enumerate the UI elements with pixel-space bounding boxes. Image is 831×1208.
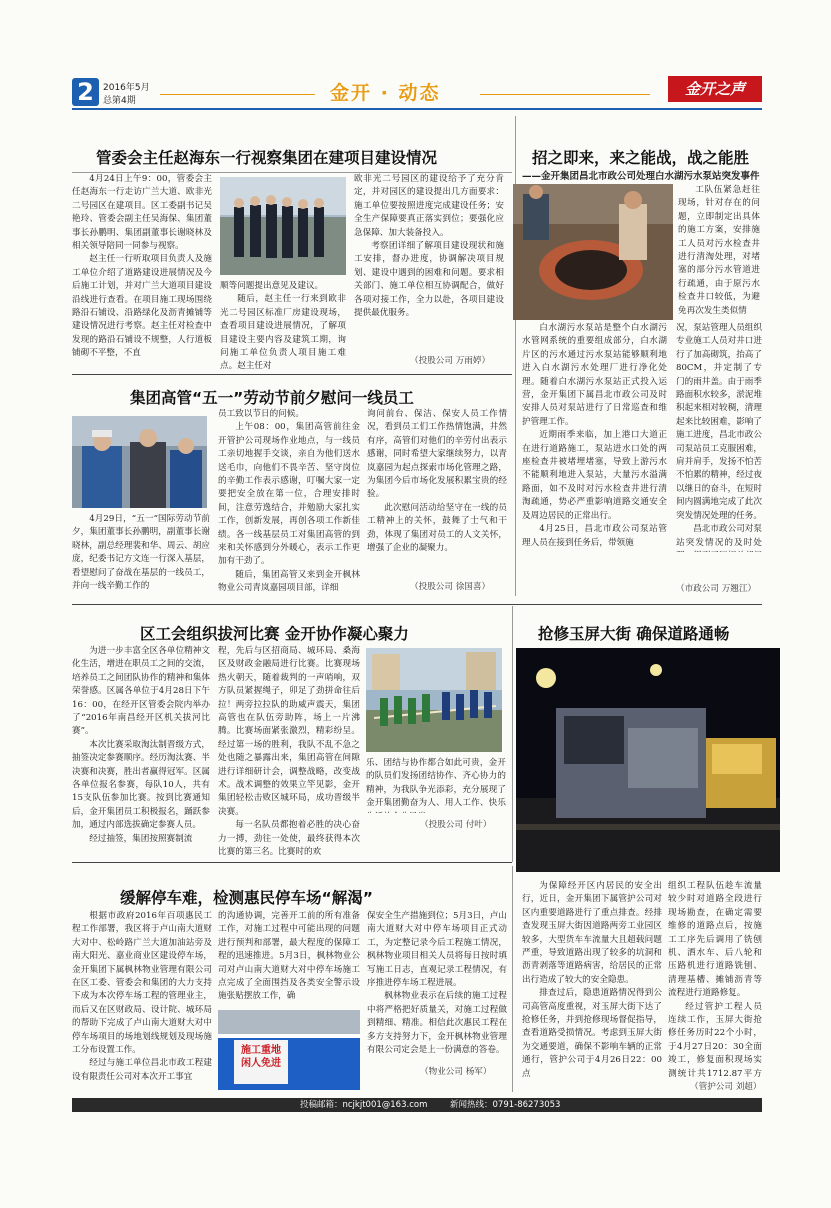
article-title: 区工会组织拔河比赛 金开协作凝心聚力 xyxy=(140,625,409,643)
paragraph: 昌北市政公司对泵站突发情况的及时处 xyxy=(676,524,762,548)
article-column xyxy=(676,322,762,552)
paragraph: 况，泵站管理人员组织专业施工人员对井口进行了加高砌筑，抬高了80CM，并定制了专门的雨井盖。由于雨季路面积水较多，淤泥堆积起来相对较稠，清理起来比较困难，影响了施工进度，昌北市政公司泵站员工克服困难，肩并肩手，发扬不怕苦不怕累的精神，经过夜以继日的奋斗，在短时间内圆满地完成了此次突发情况处理的任务。 xyxy=(676,323,762,521)
article-column xyxy=(72,513,210,595)
paragraph: 考察团详细了解项目建设现状和施工安排，督办进度，协调解决项目规划、建设中遇到的困难和问题。要求相关部门、施工单位相互协调配合，做好各项对接工作，全力以赴，各项目建设提供最优服务。 xyxy=(354,241,504,319)
article-subtitle: ——金开集团昌北市政公司处理白水湖污水泵站突发事件 xyxy=(522,171,760,182)
paragraph: 随后，赵主任一行来到欧非光二号园区标准厂房建设现场，查看项目建设进展情况，了解项目建设主要内容及建筑工期，询问施工单位负责人项目施工难点。赵主任对 xyxy=(220,294,346,372)
paragraph: 上午08：00，集团高管前往金开管护公司现场作业地点，与一线员工亲切地握手交谈，亲自为他们送水送毛巾，向他们不畏辛苦、坚守岗位的辛勤工作表示感谢，叮嘱大家一定要把安全放在第一位，合理安排时间，注意劳逸结合，并勉励大家扎实工作，创新发展，再创各项工作新佳绩。各一线基层员工对集团高管的到来和关怀感到分外暖心，表示工作更加有干劲了。 xyxy=(218,422,360,567)
paragraph: 排查过后，隐患道路情况得到公司高管高度重视，对玉屏大街下达了抢修任务，并到抢修现场督促指导，查看道路受损情况。考虑到玉屏大街为交通要道，确保不影响车辆的正常通行，管护公司于4月26日22：00点 xyxy=(522,988,662,1079)
paragraph: 经过与施工单位昌北市政工程建设有限责任公司对本次开工事宜 xyxy=(72,1058,212,1082)
byline: （物业公司 杨军） xyxy=(420,1067,492,1077)
article-column xyxy=(220,280,346,374)
footer-email: 投稿邮箱：ncjkjt001@163.com xyxy=(300,1100,428,1110)
article-column xyxy=(218,645,360,859)
paragraph: 赵主任一行听取项目负责人及施工单位介绍了道路建设进展情况及今后施工计划，并对广兰大道项目建设沿线进行查看。在项目施工现场围绕路沿石铺设、沿路绿化及沥青摊铺等建设情况进行考察。赵主任对检查中发现的路沿石铺设不规整，人行道板铺砌不平整，不直 xyxy=(72,254,212,359)
paragraph: 顺等问题提出意见及建议。 xyxy=(220,281,324,291)
column-divider xyxy=(512,866,513,1092)
header-rule-left xyxy=(160,94,315,95)
paragraph: 欧非光二号园区的建设给予了充分肯定，并对园区的建设提出几方面要求：施工单位要按照进度完成建设任务；安全生产保障要真正落实到位；要强化应急保障、加大装备投入。 xyxy=(354,174,504,238)
article-column xyxy=(522,880,662,1092)
paragraph: 随后，集团高管又来到金开枫林物业公司青岚嘉园项目部，详细 xyxy=(218,569,360,594)
article-column xyxy=(72,910,212,1092)
paragraph: 为保障经开区内居民的安全出行，近日，金开集团下属管护公司对区内重要道路进行了重点排查。经排查发现玉屏大街因道路两旁工业园区较多，大型货车车流量大且超载问题严重，导致道路出现了较多的坑洞和沥青剥落等道路病害，给居民的正常出行造成了较大的安全隐患。 xyxy=(522,881,662,985)
article-title: 抢修玉屏大街 确保道路通畅 xyxy=(538,625,730,643)
construction-sign-text: 施工重地 闲人免进 xyxy=(241,1045,281,1069)
article-column xyxy=(367,910,507,1060)
article-column xyxy=(668,880,762,1080)
page-number-badge: 2 xyxy=(72,78,99,106)
paragraph: 组织工程队伍趁车流量较少时对道路全段进行现场勘查，在确定需要维修的道路点后，按施工工序先后调用了铣刨机、洒水车、后八轮和压路机进行道路铣刨、清理基槽、摊铺沥青等流程进行道路修复。 xyxy=(668,881,762,999)
article-column xyxy=(366,757,506,813)
paragraph: 每一名队员都抱着必胜的决心奋力一搏，劲往一处使，最终获得本次比赛的第三名。比赛时的欢 xyxy=(218,820,360,858)
header-bottom-rule xyxy=(72,108,762,110)
paragraph: 为进一步丰富全区各单位精神文化生活，增进在职员工之间的交流，培养员工之间团队协作的精神和集体荣誉感。区属各单位于4月28日下午16：00，在经开区管委会院内举办了“2016年南昌经开区机关拔河比赛”。 xyxy=(72,646,210,737)
masthead xyxy=(0,0,831,110)
paragraph: 工队伍紧急赶往现场，针对存在的问题，立即制定出具体的施工方案，安排施工人员对污水检查井进行清淘处理，对堵塞的部分污水管道进行疏通，由于原污水检查井口较低，为避免再次发生类似情 xyxy=(678,185,760,316)
article-column xyxy=(218,910,360,1010)
paragraph: 枫林物业表示在后续的施工过程中将严格把好质量关，对施工过程做到精细、精准。相信此次惠民工程在多方支持努力下，金开枫林物业管理有限公司定会是上一份满意的答卷。 xyxy=(367,991,507,1056)
sewage-well-photo xyxy=(513,184,673,320)
inspection-photo xyxy=(220,177,346,275)
article-title: 招之即来，来之能战，战之能胜 xyxy=(532,149,750,167)
paragraph: 乐、团结与协作都合如此可贵，金开的队员们发扬团结协作、齐心协力的精神，为我队争光添彩，充分展现了金开集团勤奋为人、用人工作、快乐 xyxy=(366,758,506,809)
byline: （管护公司 刘超） xyxy=(690,1082,762,1092)
byline: （投股公司 徐国喜） xyxy=(410,582,491,592)
paragraph: 程，先后与区招商局、城环局、桑海区及财政金融局进行比赛。比赛现场热火朝天，随着裁判的一声哨响，双方队员紧握绳子，卯足了劲拼命往后拉！两旁拉拉队的助威声震天，集团高管也在队伍旁助阵，场上一片沸腾。比赛场面紧张激烈，精彩纷呈。经过第一场的胜利，我队不乱不急之处也随之暴露出来，集团高管在间隙进行详细研计会，调整战略，改变战术。战术调整的效果立竿见影，金开集团轻松击败区城环局，成功晋级半决赛。 xyxy=(218,646,360,817)
article-column xyxy=(72,173,212,373)
section-divider xyxy=(72,604,762,605)
brand-logo: 金开之声 xyxy=(668,76,762,102)
paragraph: 4月29日，“五一”国际劳动节前夕，集团董事长孙鹏明，副董事长谢晓林，副总经理裴和华、周云、胡应庞，纪委书记方文连一行深入基层，看望慰问了奋战在基层的一线员工，并向一线辛勤工作的 xyxy=(72,514,210,592)
byline: （市政公司 万翘江） xyxy=(676,584,757,594)
construction-sign-photo xyxy=(218,1010,360,1090)
tug-of-war-photo xyxy=(366,648,502,752)
paragraph: 经过抽签，集团按照赛制流 xyxy=(89,833,193,844)
paragraph: 保安全生产措施到位；5月3日，卢山南大道财大对中停车场项目正式动工，为定整记录今后工程施工情况，枫林物业项目相关人员将每日按时填写施工日志，直观记录工程情况，有序推进停车场工程进展。 xyxy=(367,911,507,989)
column-divider xyxy=(512,606,513,862)
paragraph: 的沟通协调，完善开工前的所有准备工作，对施工过程中可能出现的问题进行预判和部署，最大程度的保障工程的迅速推进。5月3日，枫林物业公司对卢山南大道财大对中停车场施工点完成了全面围挡及各类安全警示设施张贴摆放工作，确 xyxy=(218,911,360,1002)
paragraph: 4月24日上午9：00，管委会主任赵海东一行走访广兰大道、欧非光二号园区在建项目。区工委副书记吴艳玲、管委会副主任吴海保、集团董事长孙鹏明、集团副董事长谢晓林及相关领导陪同一同参与视察。 xyxy=(72,174,212,252)
footer-hotline: 新闻热线：0791-86273053 xyxy=(450,1100,561,1110)
article-column xyxy=(354,173,504,353)
issue-number: 总第4期 xyxy=(103,96,136,106)
paragraph: 员工致以节日的问候。 xyxy=(218,409,304,419)
article-title: 缓解停车难，检测惠民停车场“解渴” xyxy=(120,889,373,907)
article-column xyxy=(367,408,507,558)
article-title: 集团高管“五一”劳动节前夕慰问一线员工 xyxy=(130,389,414,407)
paragraph: 根据市政府2016年百项惠民工程工作部署，我区将于卢山南大道财大对中、松岭路广兰大道加油站旁及南大阳光、嘉业商业区建设停车场，金开集团下属枫林物业管理有限公司在区工委、管委会和集团的大力支持下成为本次停车场工程的管理业主，而后又在区财政局、设计院、城环局的帮助下完成了卢山南大道财大对中停车场项目的场地划线规划及现场施工分布设置工作。 xyxy=(72,911,212,1056)
paragraph: 近期雨季来临，加上港口大道正在进行道路施工，泵站进水口处的两座检查井被堵埋堵塞，导致上游污水不能顺利地进入泵站，大量污水溢满路面，如不及时对污水检查井进行清淘疏通，势必严重影响道路交通安全及周边居民的正常出行。 xyxy=(522,430,667,521)
article-column xyxy=(678,184,760,320)
section-divider xyxy=(72,374,512,375)
paragraph: 白水湖污水泵站是整个白水湖污水管网系统的重要组成部分，白水湖片区的污水通过污水泵站能够顺利地进入白水湖污水处理厂进行净化处理。随着白水湖污水泵站正式投入运营，金开集团下属昌北市政公司及时安排人员对泵站进行了日常巡查和维护管理工作。 xyxy=(522,323,667,427)
paragraph: 询问前台、保洁、保安人员工作情况，看到员工们工作热情饱满，井然有序，高管们对他们的辛劳付出表示感谢，同时希望大家继续努力，以青岚嘉园为起点探索市场化管理之路，为集团今后市场化发展积累宝贵的经验。 xyxy=(367,409,507,500)
road-repair-photo xyxy=(516,648,780,872)
paragraph: 本次比赛采取淘汰制晋级方式，抽签决定参赛顺序。经历淘汰赛、半决赛和决赛，胜出者赢得冠军。区属各单位报名参赛，每队10人，共有15支队伍参加比赛。按到比赛通知后，金开集团员工积极报名，踊跃参加，通过内部选拔确定参赛人员。 xyxy=(72,739,210,831)
article-column xyxy=(522,322,667,597)
section-divider xyxy=(72,862,512,863)
paragraph: 4月25日，昌北市政公司泵站管理人员在接到任务后，带领施 xyxy=(522,524,667,548)
article-title: 管委会主任赵海东一行视察集团在建项目建设情况 xyxy=(96,149,438,167)
byline: （投股公司 万雨婷） xyxy=(410,356,491,366)
greeting-workers-photo xyxy=(72,416,207,508)
article-column xyxy=(218,408,360,596)
paragraph: 经过管护工程人员连续工作，玉屏大街抢修任务历时22个小时，于4月27日20：30全面竣工，修复面积现场实测统计共1712.87平方 xyxy=(668,1001,762,1079)
section-title: 金开 · 动态 xyxy=(330,82,441,104)
issue-date: 2016年5月 xyxy=(103,83,150,93)
byline: （投股公司 付叶） xyxy=(420,820,492,830)
paragraph: 此次慰问活动给坚守在一线的员工精神上的关怀，鼓舞了士气和干劲，体现了集团对员工的人文关怀，增强了企业的凝聚力。 xyxy=(367,502,507,554)
header-rule-right xyxy=(480,94,650,95)
article-column xyxy=(72,645,210,859)
